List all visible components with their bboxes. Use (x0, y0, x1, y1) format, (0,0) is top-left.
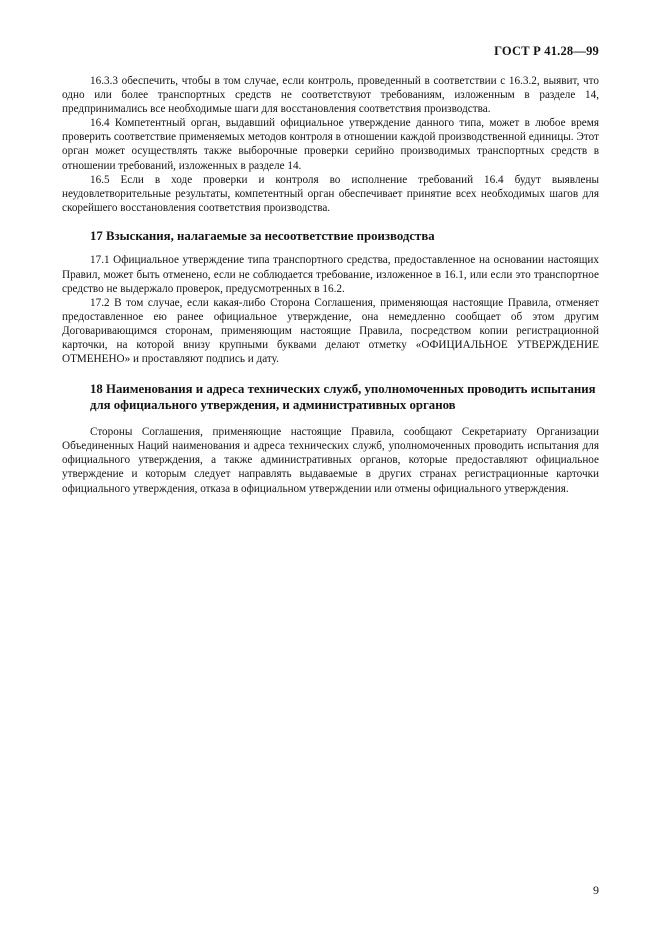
paragraph-17-2: 17.2 В том случае, если какая-либо Сторона Соглашения, применяющая настоящие Правила, отменяет предоставленное ею ранее официальное утверждение, она немедленно сообщает об этом другим Договаривающимся сторонам, применяющим настоящие Правила, посредством копии регистрационной карточки, на которой внизу крупными буквами делают отметку «ОФИЦИАЛЬНОЕ УТВЕРЖДЕНИЕ ОТМЕНЕНО» и проставляют подпись и дату. (62, 296, 599, 366)
paragraph-17-1: 17.1 Официальное утверждение типа транспортного средства, предоставленное на основании настоящих Правил, может быть отменено, если не соблюдается требование, изложенное в 16.1, или если это транспортное средство не выдержало проверок, предусмотренных в 16.2. (62, 254, 599, 295)
section-17-heading: 17 Взыскания, налагаемые за несоответствие производства (90, 228, 435, 243)
document-body (62, 74, 599, 496)
page-number: 9 (593, 883, 599, 897)
paragraph-18: Стороны Соглашения, применяющие настоящие Правила, сообщают Секретариату Организации Объединенных Наций наименования и адреса технических служб, уполномоченных проводить испытания для официального утверждения, а также административных органов, которые предоставляют официальное утверждение и которым следует направлять выдаваемые в других странах регистрационные карточки официального утверждения, отказа в официальном утверждении или отмены официального утверждения. (62, 426, 599, 495)
paragraph-16-3-3: 16.3.3 обеспечить, чтобы в том случае, если контроль, проведенный в соответствии с 16.3.2, выявит, что одно или более транспортных средств не соответствуют требованиям, изложенным в разделе 14, предпринимались все необходимые шаги для восстановления соответствия производства. (62, 75, 599, 116)
paragraph-16-5: 16.5 Если в ходе проверки и контроля во исполнение требований 16.4 будут выявлены неудовлетворительные результаты, компетентный орган обеспечивает принятие всех необходимых шагов для скорейшего восстановления соответствия производства. (62, 173, 599, 214)
section-18-heading: 18 Наименования и адреса технических служб, уполномоченных проводить испытания для официального утверждения, и административных органов (90, 382, 596, 412)
document-header: ГОСТ Р 41.28—99 (494, 44, 599, 58)
paragraph-16-4: 16.4 Компетентный орган, выдавший официальное утверждение данного типа, может в любое время проверить соответствие применяемых методов контроля в отношении каждой производственной единицы. Этот орган может осуществлять также выборочные проверки серийно производимых транспортных средств в отношении требований, изложенных в разделе 14. (62, 117, 599, 172)
